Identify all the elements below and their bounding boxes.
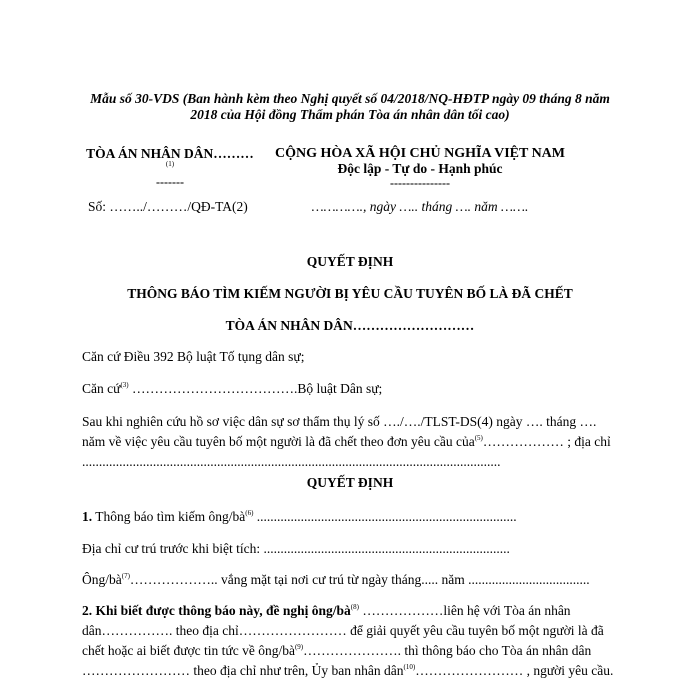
footnote-7: (7) xyxy=(121,571,130,580)
date-line: …………., ngày ….. tháng …. năm ……. xyxy=(311,199,529,214)
footnote-8: (8) xyxy=(350,602,359,611)
left-rule: ------- xyxy=(156,175,184,189)
decision-heading: QUYẾT ĐỊNH xyxy=(306,475,394,490)
item-1 xyxy=(82,509,517,525)
basis-civil-code-b: ……………………………….Bộ luật Dân sự; xyxy=(128,381,383,396)
item-2-number: 2. xyxy=(82,603,93,618)
footnote-9: (9) xyxy=(294,642,304,651)
item-1-number: 1. xyxy=(82,509,93,524)
item-2-text-4: …………………… , người yêu cầu. xyxy=(415,663,614,678)
item-2 xyxy=(82,601,622,681)
basis-civil-procedure: Căn cứ Điều 392 Bộ luật Tố tụng dân sự; xyxy=(82,349,305,364)
footnote-5: (5) xyxy=(474,433,483,442)
footnote-6: (6) xyxy=(245,508,254,517)
basis-case-file-b: ……………… ; địa chỉ ............................................................................................................................ xyxy=(82,434,611,469)
document-number: Số: ……../………/QĐ-TA(2) xyxy=(88,199,248,214)
basis-case-file xyxy=(82,412,622,472)
form-note-line1: Mẫu số 30-VDS (Ban hành kèm theo Nghị quyết số 04/2018/NQ-HĐTP ngày 09 tháng 8 năm xyxy=(90,91,610,106)
absence-line-a: Ông/bà xyxy=(82,572,122,587)
item-1-blank: ............................................................................. xyxy=(253,509,517,524)
basis-civil-code-a: Căn cứ xyxy=(82,381,121,396)
item-2-text-1: Khi biết được thông báo này, đề nghị ông/bà xyxy=(92,603,351,618)
absence-line xyxy=(82,572,590,588)
footnote-10: (10) xyxy=(403,662,416,671)
court-name-text: TÒA ÁN NHÂN DÂN……… xyxy=(86,146,254,161)
absence-line-b: ……………….. vắng mặt tại nơi cư trú từ ngày tháng..... năm .................................... xyxy=(129,572,590,587)
item-2-text-3: …………………. thì thông báo cho Tòa án nhân dân …………………… theo địa chỉ như trên, Ủy ban nhân dân xyxy=(82,643,592,678)
item-1-text: Thông báo tìm kiếm ông/bà xyxy=(92,509,246,524)
footnote-3: (3) xyxy=(120,380,129,389)
issuing-court: TÒA ÁN NHÂN DÂN……………………… xyxy=(225,318,475,333)
item-2-text-2: ………………liên hệ với Tòa án nhân dân……………. theo địa chỉ…………………… để giải quyết yêu cầu tuyên bố một người là đã chết hoặc ai biết được tin tức về ông/bà xyxy=(82,603,604,658)
republic-name: CỘNG HÒA XÃ HỘI CHỦ NGHĨA VIỆT NAM xyxy=(274,146,565,161)
form-note-line2: 2018 của Hội đồng Thẩm phán Tòa án nhân dân tối cao) xyxy=(190,107,510,122)
court-name-sup: (1) xyxy=(165,160,175,168)
basis-civil-code xyxy=(82,381,382,397)
basis-case-file-a: Sau khi nghiên cứu hồ sơ việc dân sự sơ thẩm thụ lý số …./…./TLST-DS(4) ngày …. tháng …. năm về việc yêu cầu tuyên bố một người là đã chết theo đơn yêu cầu của xyxy=(82,414,597,449)
national-motto: Độc lập - Tự do - Hạnh phúc xyxy=(337,161,503,176)
right-rule: --------------- xyxy=(390,176,450,190)
decision-title: QUYẾT ĐỊNH xyxy=(306,254,394,269)
decision-subtitle: THÔNG BÁO TÌM KIẾM NGƯỜI BỊ YÊU CẦU TUYÊN BỐ LÀ ĐÃ CHẾT xyxy=(127,286,573,301)
last-residence: Địa chỉ cư trú trước khi biệt tích: ......................................................................... xyxy=(82,541,510,556)
